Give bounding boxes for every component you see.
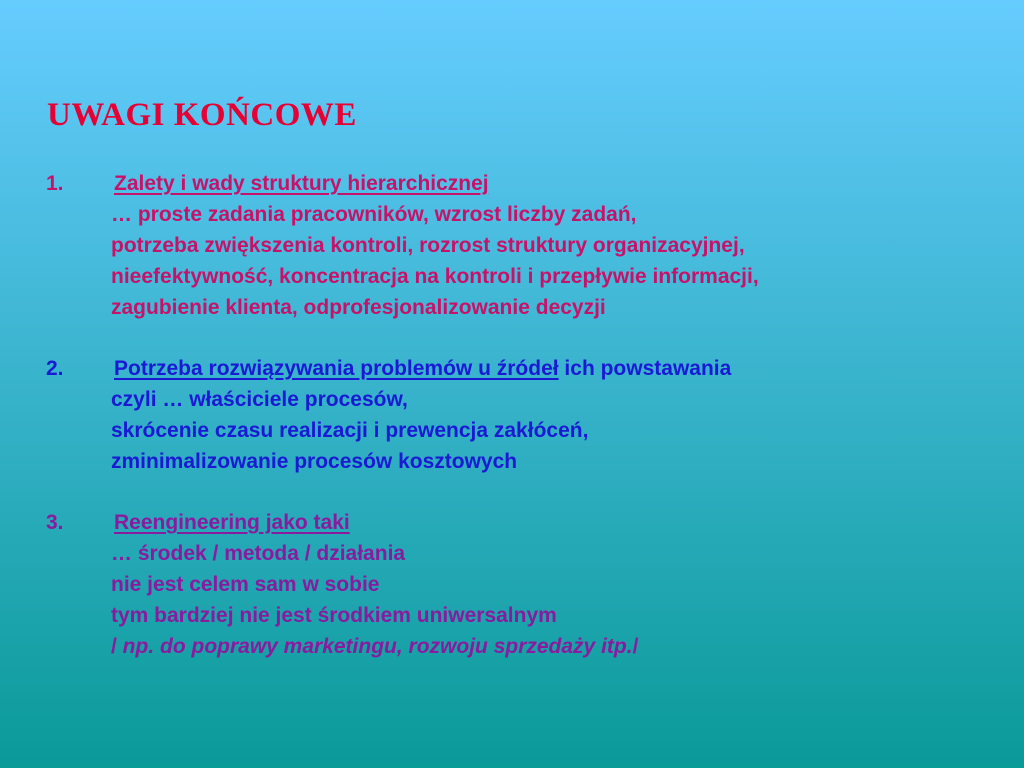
section-1-line-2: potrzeba zwiększenia kontroli, rozrost struktury organizacyjnej,	[111, 234, 745, 257]
section-3-heading: Reengineering jako taki	[114, 511, 350, 534]
section-2-number: 2.	[46, 357, 64, 380]
section-3-line-1: … środek / metoda / działania	[111, 542, 406, 565]
section-3-line-4-italic: np. do poprawy marketingu, rozwoju sprzedaży itp.	[122, 635, 633, 658]
section-1-heading: Zalety i wady struktury hierarchicznej	[114, 172, 489, 195]
section-2	[46, 353, 732, 477]
section-1-line-3: nieefektywność, koncentracja na kontroli i przepływie informacji,	[111, 265, 759, 288]
section-1-header	[46, 168, 759, 199]
section-3-line-4-prefix: /	[111, 635, 123, 658]
section-2-heading: Potrzeba rozwiązywania problemów u źródeł	[114, 357, 559, 380]
section-3-line-3: tym bardziej nie jest środkiem uniwersalnym	[111, 604, 557, 627]
section-1-number: 1.	[46, 172, 64, 195]
section-3-line-4-suffix: /	[632, 635, 639, 658]
slide-title: UWAGI KOŃCOWE	[47, 97, 357, 133]
section-2-heading-wrap	[114, 353, 731, 384]
section-2-line-3: zminimalizowanie procesów kosztowych	[111, 450, 518, 473]
section-3-line-4	[111, 631, 638, 662]
section-3	[46, 507, 638, 662]
section-3-header	[46, 507, 638, 538]
section-2-line-1: czyli … właściciele procesów,	[111, 388, 408, 411]
section-3-number: 3.	[46, 511, 64, 534]
section-3-line-2: nie jest celem sam w sobie	[111, 573, 380, 596]
section-2-line-2: skrócenie czasu realizacji i prewencja zakłóceń,	[111, 419, 589, 442]
section-1	[46, 168, 759, 323]
section-1-line-1: … proste zadania pracowników, wzrost liczby zadań,	[111, 203, 637, 226]
section-1-line-4: zagubienie klienta, odprofesjonalizowanie decyzji	[111, 296, 606, 319]
section-2-header	[46, 353, 732, 384]
section-2-heading-tail: ich powstawania	[558, 357, 732, 380]
